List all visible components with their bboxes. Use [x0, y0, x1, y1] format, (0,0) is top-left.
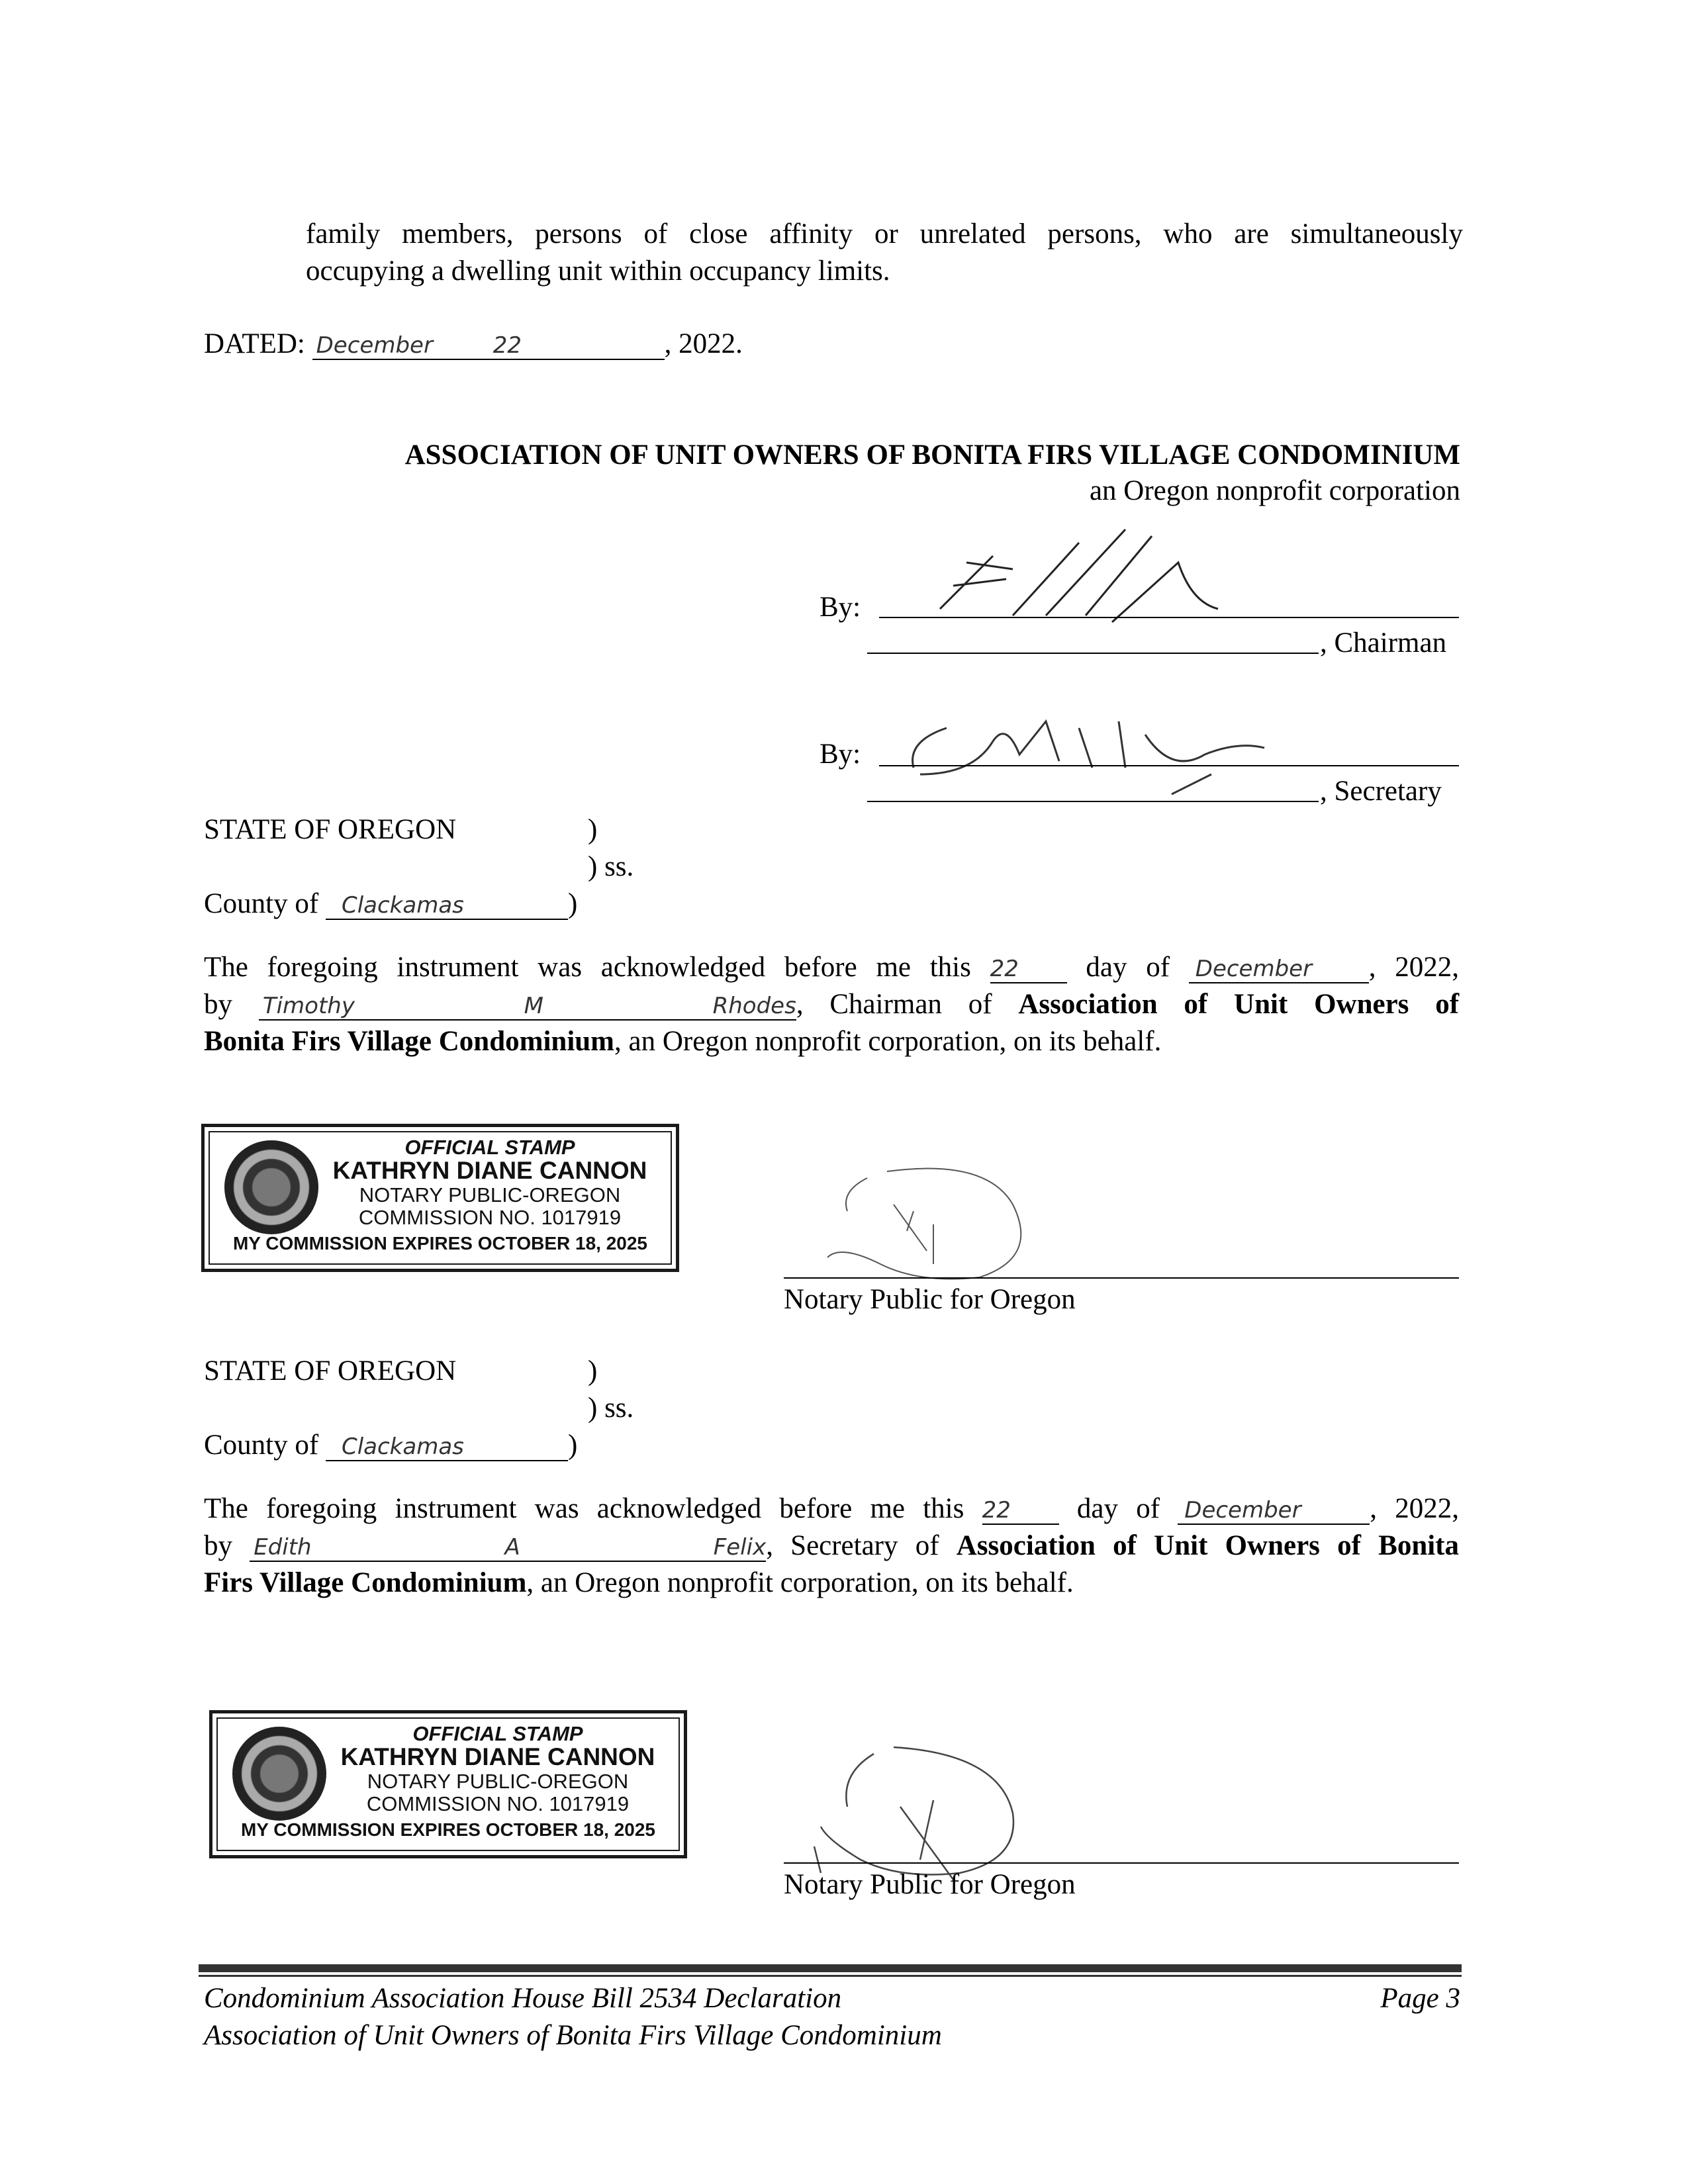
- notary-signature-line-1: [784, 1277, 1459, 1279]
- footer-page-number: Page 3: [1380, 1983, 1460, 2014]
- chairman-signature: [914, 523, 1284, 629]
- venue1-county-blank: [326, 891, 568, 920]
- ack1-text-e: , an Oregon nonprofit corporation, on its behalf.: [614, 1026, 1162, 1057]
- stamp-official: OFFICIAL STAMP: [412, 1722, 583, 1745]
- ack1-line-2: [204, 986, 1459, 1023]
- chairman-title: , Chairman: [1320, 627, 1447, 659]
- ack2-line-2: [204, 1527, 1459, 1565]
- venue1-county-label: County of: [204, 888, 319, 919]
- dated-month-handwritten: December: [316, 332, 433, 359]
- ack2-text-e: , an Oregon nonprofit corporation, on its behalf.: [526, 1567, 1074, 1598]
- stamp-expiry: MY COMMISSION EXPIRES OCTOBER 18, 2025: [232, 1233, 648, 1253]
- notary-label-1: Notary Public for Oregon: [784, 1284, 1076, 1315]
- notary-label-2: Notary Public for Oregon: [784, 1869, 1076, 1900]
- venue2-county-line: [204, 1427, 577, 1464]
- ack1-month-handwritten: December: [1195, 956, 1313, 982]
- ack1-line-1: [204, 949, 1459, 986]
- chairman-signature-line: [879, 617, 1459, 618]
- stamp-notary-title: NOTARY PUBLIC-OREGON: [367, 1770, 629, 1793]
- footer-subtitle: Association of Unit Owners of Bonita Firs Village Condominium: [204, 2020, 942, 2051]
- secretary-title: , Secretary: [1320, 776, 1442, 807]
- oregon-seal-icon: [224, 1140, 318, 1234]
- ack1-day-blank: [990, 954, 1067, 983]
- ack2-month-blank: [1178, 1496, 1370, 1525]
- venue1-paren1: ): [588, 814, 598, 845]
- secretary-name-line: [867, 801, 1319, 802]
- dated-blank: [312, 331, 665, 360]
- intro-line-1: family members, persons of close affinity or unrelated persons, who are simultaneously: [306, 218, 1463, 250]
- stamp-notary-name: KATHRYN DIANE CANNON: [332, 1157, 647, 1184]
- ack1-by: by: [204, 989, 232, 1020]
- ack1-day-handwritten: 22: [990, 956, 1019, 982]
- stamp-notary-name: KATHRYN DIANE CANNON: [340, 1743, 655, 1770]
- ack1-line-3: [204, 1023, 1161, 1060]
- stamp-commission: COMMISSION NO. 1017919: [358, 1206, 622, 1229]
- ack1-month-blank: [1189, 954, 1369, 983]
- dated-line: [204, 326, 743, 363]
- ack1-name-blank: [259, 991, 796, 1021]
- ack2-day-blank: [982, 1496, 1059, 1525]
- venue1-paren2: ): [567, 888, 578, 919]
- footer-title: Condominium Association House Bill 2534 Declaration: [204, 1983, 842, 2014]
- intro-line-2: occupying a dwelling unit within occupancy limits.: [306, 255, 890, 287]
- ack2-name-blank: [250, 1533, 766, 1562]
- venue1-ss: ) ss.: [588, 851, 634, 882]
- ack1-text-a: The foregoing instrument was acknowledged before me this: [204, 952, 971, 983]
- venue2-state: STATE OF OREGON: [204, 1355, 457, 1387]
- secretary-signature-line: [879, 765, 1459, 766]
- ack2-name-handwritten: Edith A Felix: [254, 1534, 767, 1561]
- ack1-condo-bold: Bonita Firs Village Condominium: [204, 1026, 614, 1057]
- ack2-line-1: [204, 1490, 1459, 1527]
- dated-day-handwritten: 22: [492, 332, 522, 359]
- ack2-text-d: , Secretary of: [766, 1530, 939, 1561]
- ack2-text-c: , 2022,: [1370, 1493, 1460, 1524]
- ack2-month-handwritten: December: [1184, 1497, 1301, 1524]
- venue2-ss: ) ss.: [588, 1392, 634, 1424]
- venue1-county-line: [204, 886, 577, 923]
- stamp-official: OFFICIAL STAMP: [404, 1136, 575, 1159]
- ack2-text-b: day of: [1076, 1493, 1160, 1524]
- dated-year: , 2022.: [664, 328, 743, 359]
- oregon-seal-icon: [232, 1727, 326, 1821]
- venue2-county-blank: [326, 1432, 568, 1461]
- notary-stamp-1: [201, 1124, 679, 1272]
- venue2-county-label: County of: [204, 1430, 319, 1461]
- ack2-line-3: [204, 1565, 1074, 1602]
- chairman-by-label: By:: [820, 592, 861, 623]
- venue2-paren1: ): [588, 1355, 598, 1387]
- ack1-text-b: day of: [1086, 952, 1170, 983]
- ack2-text-a: The foregoing instrument was acknowledged before me this: [204, 1493, 964, 1524]
- notary-stamp-2: [209, 1710, 687, 1858]
- venue1-county-handwritten: Clackamas: [341, 892, 464, 919]
- stamp-commission: COMMISSION NO. 1017919: [366, 1792, 630, 1815]
- secretary-by-label: By:: [820, 739, 861, 770]
- secretary-signature: [894, 702, 1291, 801]
- venue2-county-handwritten: Clackamas: [341, 1433, 464, 1460]
- ack2-day-handwritten: 22: [982, 1497, 1011, 1524]
- stamp-notary-title: NOTARY PUBLIC-OREGON: [359, 1183, 621, 1206]
- footer-rule-thick: [199, 1964, 1462, 1972]
- ack2-association-bold: Association of Unit Owners of Bonita: [956, 1530, 1459, 1561]
- ack1-association-bold: Association of Unit Owners of: [1018, 989, 1460, 1020]
- chairman-name-line: [867, 653, 1319, 654]
- dated-label: DATED:: [204, 328, 305, 359]
- notary-signature-line-2: [784, 1862, 1459, 1864]
- ack2-condo-bold: Firs Village Condominium: [204, 1567, 527, 1598]
- stamp-expiry: MY COMMISSION EXPIRES OCTOBER 18, 2025: [240, 1819, 656, 1840]
- footer-rule-thin: [199, 1975, 1462, 1977]
- venue1-state: STATE OF OREGON: [204, 814, 457, 845]
- ack1-name-handwritten: Timothy M Rhodes: [262, 993, 796, 1019]
- ack1-text-c: , 2022,: [1368, 952, 1460, 983]
- ack2-by: by: [204, 1530, 232, 1561]
- notary-signature-1: [814, 1152, 1066, 1291]
- association-subtitle: an Oregon nonprofit corporation: [1089, 475, 1460, 506]
- ack1-text-d: , Chairman of: [796, 989, 992, 1020]
- association-name: ASSOCIATION OF UNIT OWNERS OF BONITA FIRS VILLAGE CONDOMINIUM: [404, 439, 1460, 471]
- venue2-paren2: ): [567, 1430, 578, 1461]
